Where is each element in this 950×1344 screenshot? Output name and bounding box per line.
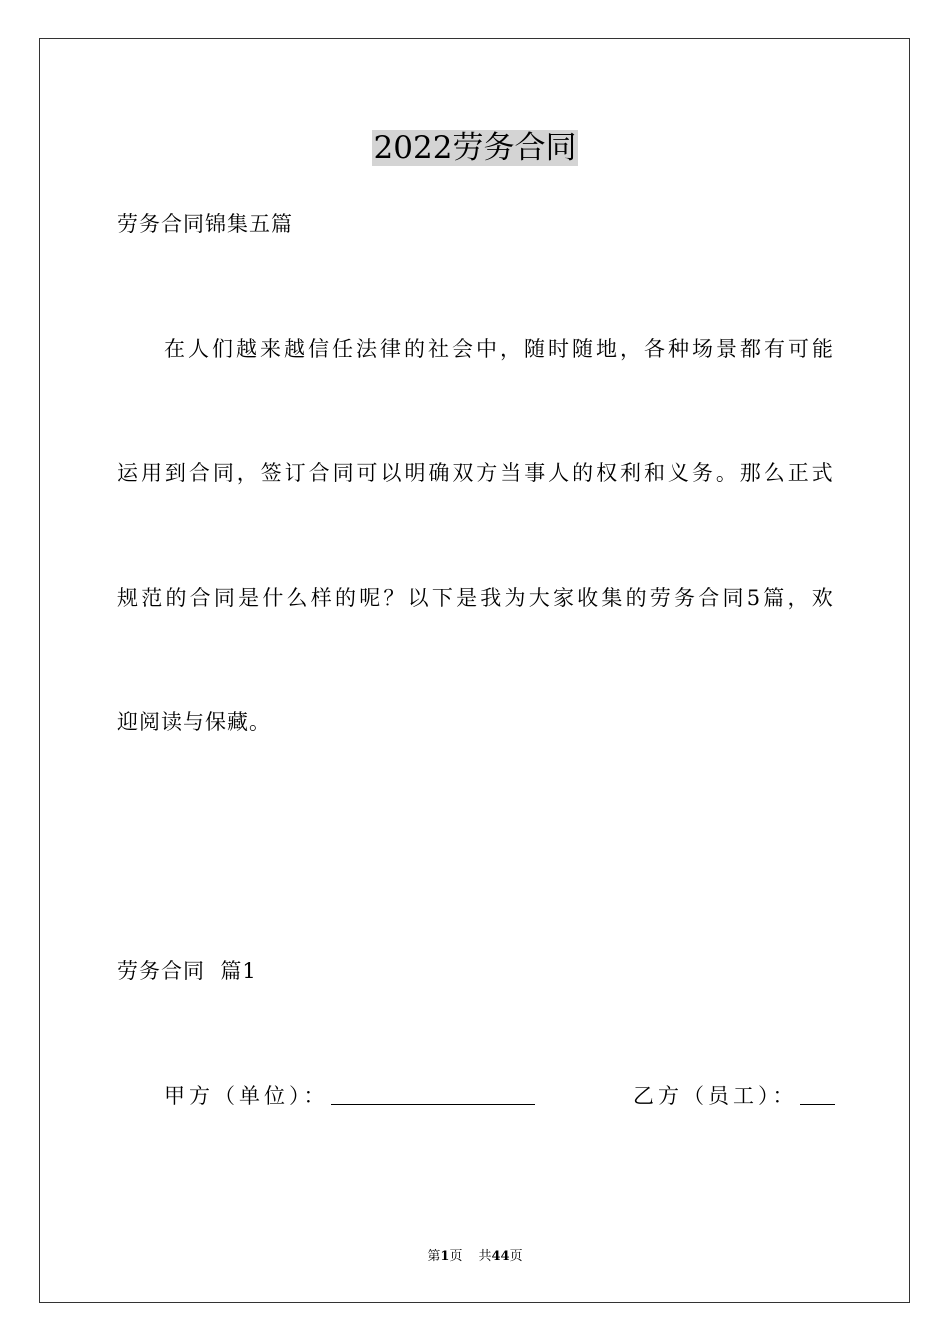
intro-line-1: 在 人 们 越 来 越 信 任 法 律 的 社 会 中 ， 随 时 随 地 ， 各 种 场 景 都 有 可 能	[164, 337, 833, 361]
page-footer	[0, 1248, 950, 1266]
document-title	[0, 127, 950, 169]
footer-total-prefix: 共	[478, 1249, 492, 1264]
footer-total-suffix: 页	[509, 1249, 523, 1264]
footer-total-pages: 44	[491, 1249, 510, 1264]
party-b-blank-line	[800, 1104, 835, 1105]
footer-page-prefix: 第	[427, 1249, 441, 1264]
intro-line-2: 运 用 到 合 同 ， 签 订 合 同 可 以 明 确 双 方 当 事 人 的 权 利 和 义 务 。 那 么 正 式	[117, 461, 833, 485]
intro-line-4: 迎阅读与保藏。	[117, 710, 271, 734]
footer-page-suffix: 页	[449, 1249, 463, 1264]
section-heading: 劳务合同 篇1	[117, 959, 257, 983]
party-a-blank-line	[331, 1104, 535, 1105]
document-subtitle: 劳务合同锦集五篇	[117, 212, 293, 236]
footer-page-number: 1	[440, 1249, 450, 1264]
intro-line-3: 规 范 的 合 同 是 什 么 样 的 呢 ？ 以 下 是 我 为 大 家 收 集 的 劳 务 合 同 5 篇 ， 欢	[117, 586, 833, 610]
party-a-label: 甲方（单位）：	[164, 1084, 329, 1108]
party-b-label: 乙方（员工）：	[633, 1084, 798, 1108]
document-title-text: 2022劳务合同	[373, 130, 577, 166]
